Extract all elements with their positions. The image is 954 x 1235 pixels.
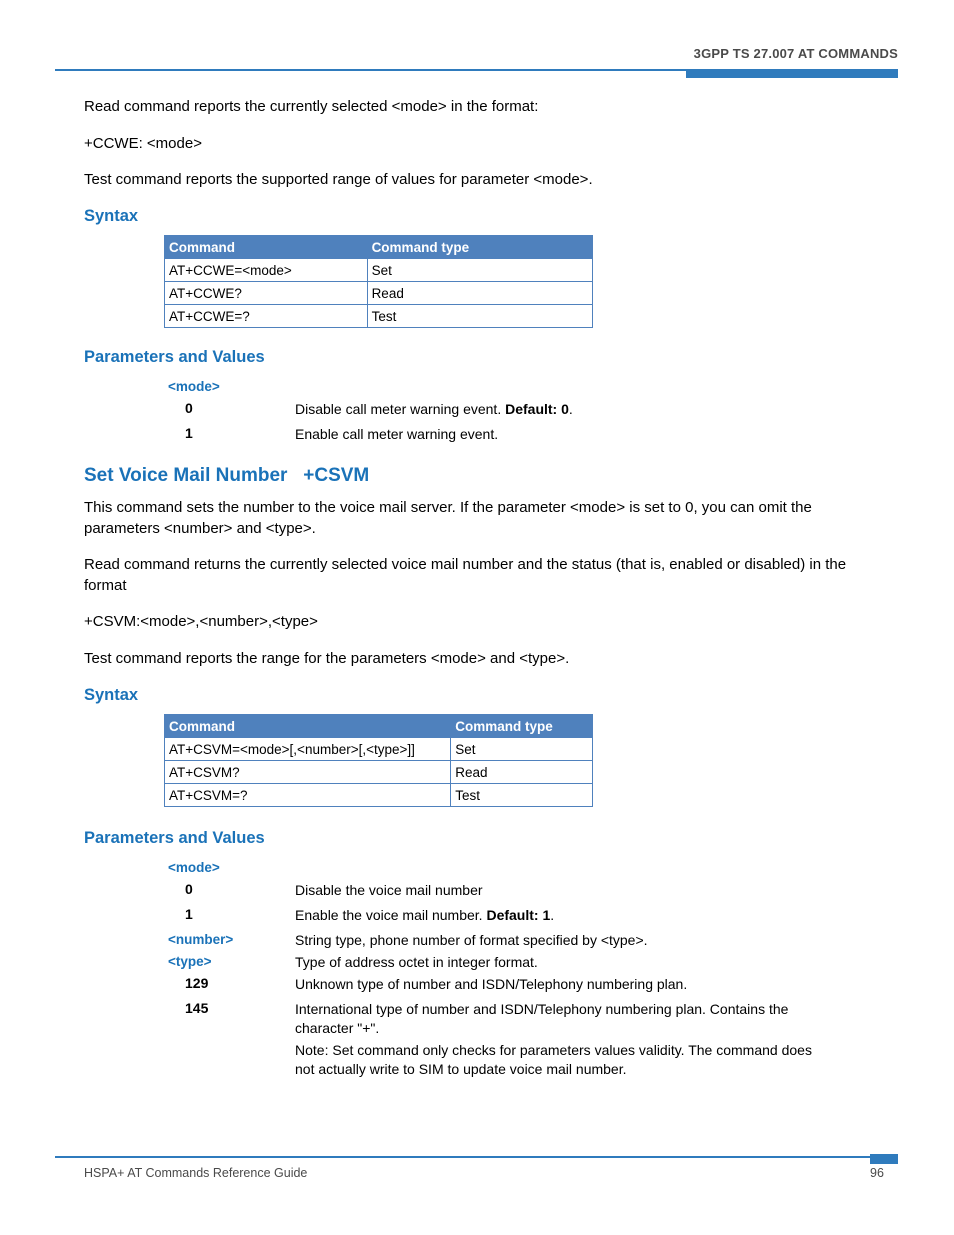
column-header-command-type: Command type xyxy=(367,236,592,259)
ccwe-parameters-heading: Parameters and Values xyxy=(84,348,265,366)
command-type-cell: Test xyxy=(367,305,592,328)
csvm-read-format: +CSVM:<mode>,<number>,<type> xyxy=(84,613,318,630)
command-cell: AT+CCWE? xyxy=(165,282,368,305)
param-description xyxy=(295,400,820,419)
command-type-cell: Read xyxy=(451,761,593,784)
number-param-description: String type, phone number of format specified by <type>. xyxy=(295,932,648,948)
csvm-syntax-heading: Syntax xyxy=(84,686,139,704)
table-header-row xyxy=(165,236,593,259)
param-description xyxy=(295,906,820,925)
column-header-command: Command xyxy=(165,715,451,738)
csvm-parameters-heading: Parameters and Values xyxy=(84,829,265,847)
header-accent-block xyxy=(686,69,898,78)
param-description-tail: . xyxy=(550,907,555,923)
column-header-command-type: Command type xyxy=(451,715,593,738)
param-description: International type of number and ISDN/Telephony numbering plan. Contains the character "+". xyxy=(295,1001,789,1036)
csvm-intro: This command sets the number to the voice mail server. If the parameter <mode> is set to 0, you can omit the parameters <number> and <type>. xyxy=(84,499,812,537)
param-description: Unknown type of number and ISDN/Telephony numbering plan. xyxy=(295,976,688,992)
param-description-text: Enable the voice mail number. xyxy=(295,907,487,923)
param-value: 0 xyxy=(185,400,193,416)
csvm-type-param-label: <type> xyxy=(168,954,212,969)
running-header-title: 3GPP TS 27.007 AT COMMANDS xyxy=(693,46,898,61)
type-param-description: Type of address octet in integer format. xyxy=(295,954,538,970)
param-description: Disable the voice mail number xyxy=(295,882,483,898)
param-description: Enable call meter warning event. xyxy=(295,426,499,442)
param-value: 129 xyxy=(185,975,209,991)
table-row xyxy=(165,784,593,807)
command-cell: AT+CSVM? xyxy=(165,761,451,784)
param-value: 145 xyxy=(185,1000,209,1016)
table-header-row xyxy=(165,715,593,738)
command-cell: AT+CCWE=<mode> xyxy=(165,259,368,282)
param-value: 1 xyxy=(185,906,193,922)
param-description-text: Disable call meter warning event. xyxy=(295,401,506,417)
default-value-label: Default: 0 xyxy=(505,401,569,417)
command-type-cell: Set xyxy=(451,738,593,761)
ccwe-read-description: Read command reports the currently selected <mode> in the format: xyxy=(84,98,539,115)
default-value-label: Default: 1 xyxy=(486,907,551,923)
footer-document-title: HSPA+ AT Commands Reference Guide xyxy=(84,1166,308,1180)
param-description-tail: . xyxy=(568,401,573,417)
csvm-mode-param-label: <mode> xyxy=(168,860,220,875)
ccwe-read-format: +CCWE: <mode> xyxy=(84,135,202,152)
param-value: 0 xyxy=(185,881,193,897)
ccwe-mode-param-label: <mode> xyxy=(168,379,220,394)
table-row xyxy=(165,305,593,328)
footer-accent-block xyxy=(870,1154,898,1164)
footer-page-number: 96 xyxy=(870,1166,884,1180)
csvm-number-param-label: <number> xyxy=(168,932,234,947)
table-row xyxy=(165,259,593,282)
ccwe-syntax-heading: Syntax xyxy=(84,207,139,225)
command-cell: AT+CCWE=? xyxy=(165,305,368,328)
command-type-cell: Test xyxy=(451,784,593,807)
table-row xyxy=(165,761,593,784)
csvm-syntax-table xyxy=(164,714,593,807)
footer-rule xyxy=(55,1156,898,1158)
column-header-command: Command xyxy=(165,236,368,259)
command-type-cell: Set xyxy=(367,259,592,282)
csvm-note: Note: Set command only checks for parameters values validity. The command does not actually write to SIM to update voice mail number. xyxy=(295,1042,812,1077)
command-cell: AT+CSVM=<mode>[,<number>[,<type>]] xyxy=(165,738,451,761)
table-row xyxy=(165,738,593,761)
ccwe-test-description: Test command reports the supported range of values for parameter <mode>. xyxy=(84,171,593,188)
csvm-read-description: Read command returns the currently selected voice mail number and the status (that is, enabled or disabled) in the format xyxy=(84,556,847,594)
param-value: 1 xyxy=(185,425,193,441)
ccwe-syntax-table xyxy=(164,235,593,328)
table-row xyxy=(165,282,593,305)
command-type-cell: Read xyxy=(367,282,592,305)
csvm-section-title: Set Voice Mail Number +CSVM xyxy=(84,465,370,486)
command-cell: AT+CSVM=? xyxy=(165,784,451,807)
csvm-test-description: Test command reports the range for the parameters <mode> and <type>. xyxy=(84,650,570,667)
